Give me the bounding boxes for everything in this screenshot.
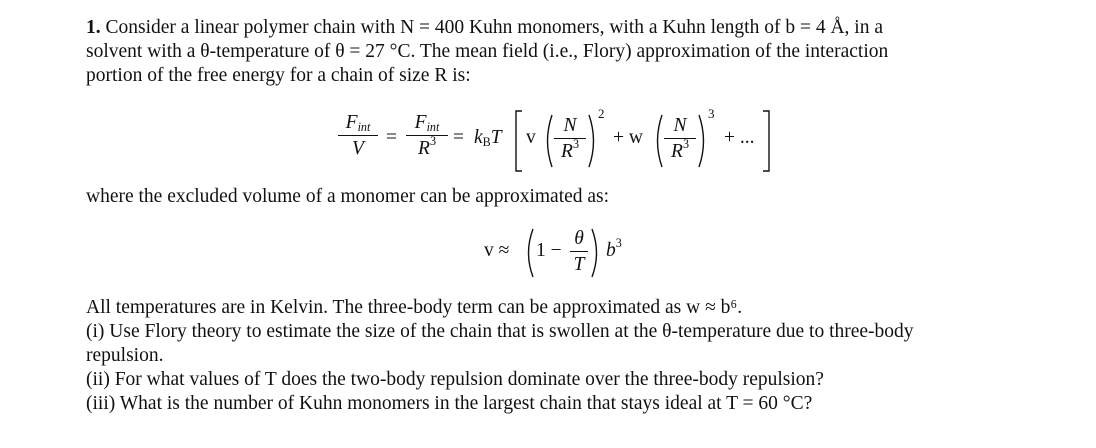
question-1-line-1: (i) Use Flory theory to estimate the size of the chain that is swollen at the θ-temperature due to three-body <box>86 321 914 342</box>
equals-sign-1: = <box>386 127 397 148</box>
intro-line-2: solvent with a θ-temperature of θ = 27 °C. The mean field (i.e., Flory) approximation of the interaction <box>86 41 889 62</box>
one-minus: 1 − <box>536 240 562 261</box>
v-approx: v ≈ <box>484 240 510 261</box>
n-over-r3-fraction-2: N $R^3$ <box>664 115 696 163</box>
question-1-line-2: repulsion. <box>86 345 164 366</box>
equals-sign-2: = <box>453 127 464 148</box>
v-symbol: v <box>526 127 536 148</box>
where-text: where the excluded volume of a monomer can be approximated as: <box>86 186 610 207</box>
problem-number: 1. <box>86 17 101 38</box>
note-line: All temperatures are in Kelvin. The three-body term can be approximated as w ≈ b⁶. <box>86 297 743 318</box>
n-over-r3-fraction-1: N $R^3$ <box>554 115 586 163</box>
question-2: (ii) For what values of T does the two-body repulsion dominate over the three-body repulsion? <box>86 369 824 390</box>
exponent-3: 3 <box>708 106 715 121</box>
question-3: (iii) What is the number of Kuhn monomers in the largest chain that stays ideal at T = 60 °C? <box>86 393 813 414</box>
plus-w-term: + w <box>613 127 643 148</box>
series-tail: + ... <box>724 127 755 148</box>
intro-text-1: Consider a linear polymer chain with N = 400 Kuhn monomers, with a Kuhn length of b = 4 Å, in a <box>105 17 883 38</box>
lhs-fraction: $F_{int}$ V <box>338 112 378 160</box>
exponent-2: 2 <box>598 106 605 121</box>
mid-fraction: $F_{int}$ $R^3$ <box>406 112 448 160</box>
paren-right-eq2 <box>590 228 602 278</box>
theta-over-t-fraction: θ T <box>570 228 588 276</box>
paren-left-eq2 <box>523 228 535 278</box>
b-cubed: $b^3$ <box>606 235 622 261</box>
kbt-prefactor: $k_BT$ <box>474 127 502 150</box>
intro-line-3: portion of the free energy for a chain of size R is: <box>86 65 471 86</box>
